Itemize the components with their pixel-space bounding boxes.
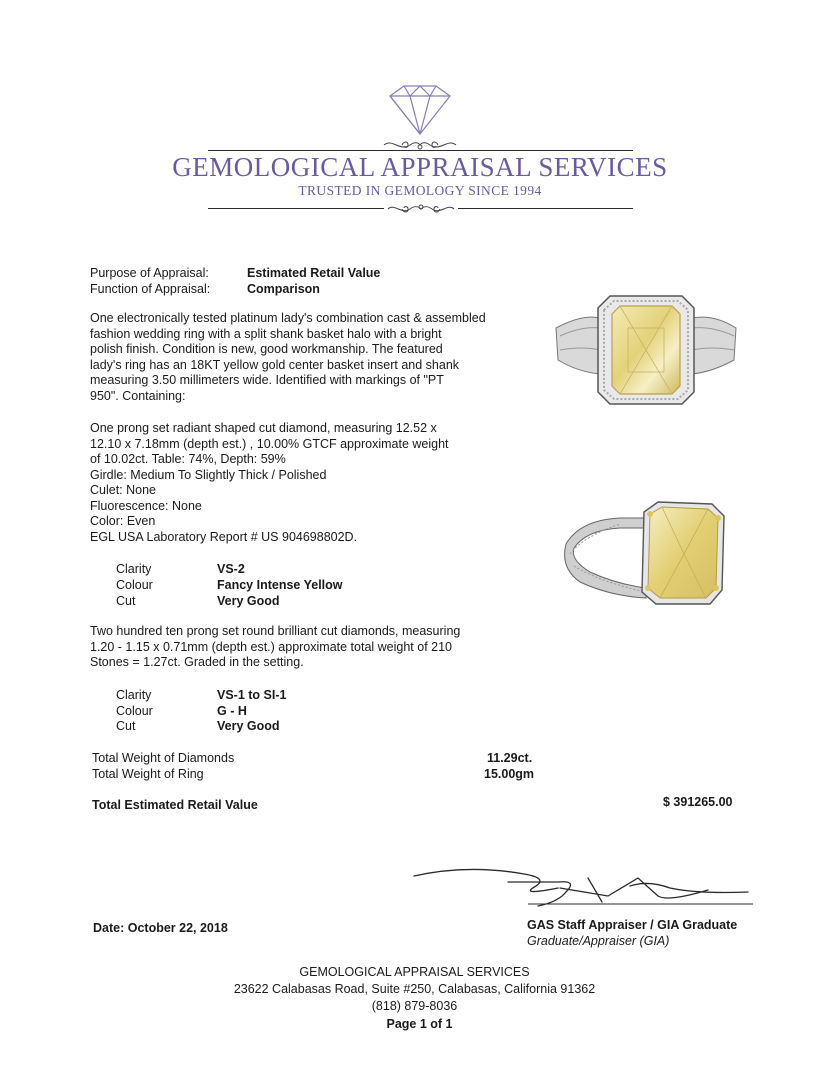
center-cut-label: Cut (116, 594, 136, 608)
center-stone-line: One prong set radiant shaped cut diamond, measuring 12.52 x (90, 421, 437, 435)
description-line: measuring 3.50 millimeters wide. Identified with markings of "PT (90, 373, 444, 387)
scroll-ornament-icon (384, 200, 458, 218)
description-line: lady's ring has an 18KT yellow gold center basket insert and shank (90, 357, 460, 372)
appraisal-date: Date: October 22, 2018 (93, 921, 228, 935)
footer-address: 23622 Calabasas Road, Suite #250, Calabasas, California 91362 (233, 982, 596, 996)
description-block (90, 311, 486, 404)
company-tagline: TRUSTED IN GEMOLOGY SINCE 1994 (298, 183, 542, 198)
center-stone-block (90, 421, 449, 545)
center-clarity-label: Clarity (116, 562, 152, 576)
total-diamonds-label: Total Weight of Diamonds (92, 751, 235, 765)
footer-page-number: Page 1 of 1 (386, 1017, 453, 1031)
ring-side-view-image (560, 498, 730, 612)
side-cut-label: Cut (116, 719, 136, 733)
description-line: fashion wedding ring with a split shank basket halo with a bright (90, 326, 442, 341)
side-clarity-label: Clarity (116, 688, 152, 702)
company-name: GEMOLOGICAL APPRAISAL SERVICES (172, 152, 668, 182)
center-colour-value: Fancy Intense Yellow (217, 578, 343, 592)
side-stones-line: 1.20 - 1.15 x 0.71mm (depth est.) approximate total weight of 210 (90, 639, 453, 654)
center-stone-line: EGL USA Laboratory Report # US 904698802D. (90, 529, 358, 544)
side-colour-label: Colour (116, 704, 153, 718)
total-retail-value: $ 391265.00 (663, 795, 733, 809)
side-stones-line: Stones = 1.27ct. Graded in the setting. (90, 655, 304, 669)
footer-phone: (818) 879-8036 (371, 999, 458, 1013)
side-clarity-value: VS-1 to SI-1 (217, 688, 287, 702)
side-cut-value: Very Good (217, 719, 280, 733)
description-line: polish finish. Condition is new, good workmanship. The featured (90, 342, 443, 356)
center-stone-line: Girdle: Medium To Slightly Thick / Polished (90, 467, 327, 482)
function-label: Function of Appraisal: (90, 282, 211, 296)
header-rule-bottom-right (458, 208, 633, 209)
total-ring-value: 15.00gm (484, 767, 535, 781)
footer-company: GEMOLOGICAL APPRAISAL SERVICES (299, 965, 530, 979)
side-colour-value: G - H (217, 704, 247, 718)
description-line: 950". Containing: (90, 388, 186, 403)
center-stone-line: Color: Even (90, 514, 156, 528)
description-line: One electronically tested platinum lady's combination cast & assembled (90, 311, 486, 325)
center-stone-line: Culet: None (90, 483, 157, 497)
center-stone-line: of 10.02ct. Table: 74%, Depth: 59% (90, 452, 286, 466)
side-stones-line: Two hundred ten prong set round brilliant cut diamonds, measuring (90, 624, 461, 638)
purpose-label: Purpose of Appraisal: (90, 266, 209, 280)
side-stones-block (90, 624, 460, 671)
center-cut-value: Very Good (217, 594, 280, 608)
purpose-value: Estimated Retail Value (247, 266, 381, 280)
center-stone-line: Fluorescence: None (90, 498, 202, 513)
ring-top-view-image (552, 288, 740, 412)
center-colour-label: Colour (116, 578, 153, 592)
center-clarity-value: VS-2 (217, 562, 245, 576)
header-rule-top (208, 150, 633, 151)
total-diamonds-value: 11.29ct. (487, 751, 533, 765)
header-rule-bottom-left (208, 208, 384, 209)
appraiser-title: GAS Staff Appraiser / GIA Graduate (527, 918, 738, 932)
diamond-logo-icon (380, 84, 460, 136)
total-ring-label: Total Weight of Ring (92, 767, 204, 781)
function-value: Comparison (247, 282, 320, 296)
total-retail-label: Total Estimated Retail Value (92, 798, 258, 812)
appraiser-subtitle: Graduate/Appraiser (GIA) (527, 934, 670, 948)
appraiser-signature-image (408, 856, 758, 914)
center-stone-line: 12.10 x 7.18mm (depth est.) , 10.00% GTCF approximate weight (90, 436, 449, 451)
